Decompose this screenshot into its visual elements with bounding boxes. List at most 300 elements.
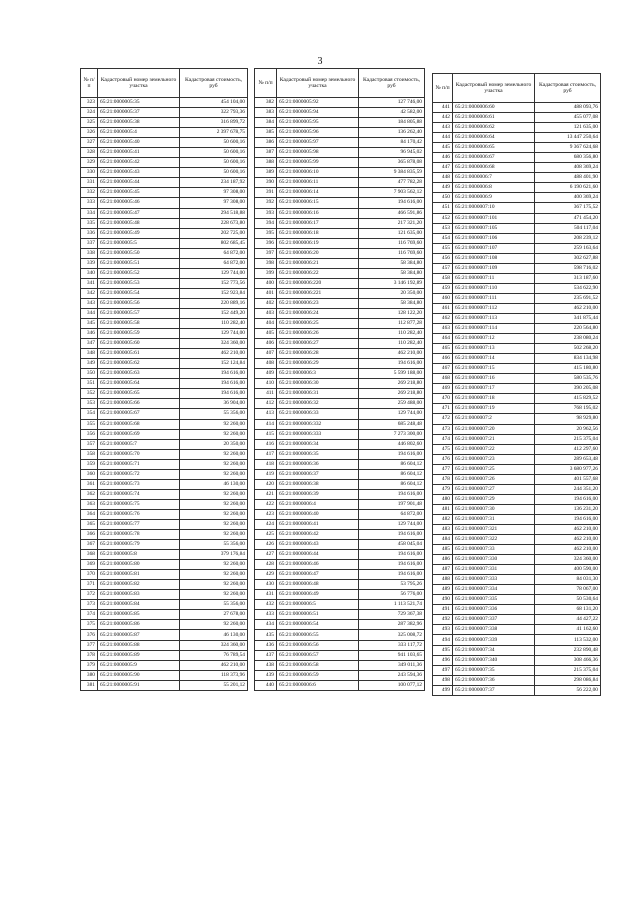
cadastral-number: 65:21:0000007:337 <box>453 615 535 625</box>
cadastral-number: 65:21:0000005:78 <box>98 530 180 540</box>
row-number: 449 <box>433 183 453 193</box>
cadastral-number: 65:21:0000005:37 <box>98 108 180 118</box>
cadastral-value: 365 878,08 <box>359 158 425 168</box>
row-number: 325 <box>81 118 98 128</box>
cadastral-number: 65:21:0000007:105 <box>453 223 535 233</box>
cadastral-number: 65:21:0000005:97 <box>277 138 359 148</box>
table-row <box>433 585 601 595</box>
row-number: 392 <box>255 198 277 208</box>
table-row <box>81 308 248 318</box>
table-row <box>81 379 248 389</box>
row-number: 383 <box>255 108 277 118</box>
cadastral-value: 84 031,30 <box>535 575 601 585</box>
cadastral-number: 65:21:0000006:29 <box>277 359 359 369</box>
cadastral-value: 92 260,00 <box>180 429 248 439</box>
table-row <box>255 248 425 258</box>
cadastral-number: 65:21:0000007:334 <box>453 585 535 595</box>
table-row <box>81 469 248 479</box>
table-row <box>433 313 601 323</box>
table-row <box>81 610 248 620</box>
cadastral-value: 1 113 521,74 <box>359 600 425 610</box>
cadastral-value: 55 201,12 <box>180 680 248 690</box>
table-row <box>433 514 601 524</box>
row-number: 344 <box>81 308 98 318</box>
table-row <box>81 278 248 288</box>
table-row <box>81 540 248 550</box>
cadastral-number: 65:21:0000007:331 <box>453 565 535 575</box>
row-number: 391 <box>255 188 277 198</box>
row-number: 352 <box>81 389 98 399</box>
table-row <box>81 349 248 359</box>
cadastral-value: 302 627,88 <box>535 253 601 263</box>
row-number: 358 <box>81 449 98 459</box>
cadastral-value: 454 104,00 <box>180 98 248 108</box>
row-number: 430 <box>255 580 277 590</box>
row-number: 386 <box>255 138 277 148</box>
header-cadastral-number: Кадастровый номер земельного участка <box>277 69 359 98</box>
table-row <box>433 374 601 384</box>
table-row <box>433 243 601 253</box>
row-number: 421 <box>255 489 277 499</box>
cadastral-value: 379 176,84 <box>180 550 248 560</box>
cadastral-value: 455 077,08 <box>535 113 601 123</box>
table-row <box>81 459 248 469</box>
table-row <box>81 228 248 238</box>
cadastral-number: 65:21:0000006:25 <box>277 319 359 329</box>
cadastral-number: 65:21:0000007:13 <box>453 344 535 354</box>
row-number: 382 <box>255 98 277 108</box>
table-row <box>255 339 425 349</box>
cadastral-value: 44 427,22 <box>535 615 601 625</box>
row-number: 394 <box>255 218 277 228</box>
cadastral-number: 65:21:0000005:48 <box>98 218 180 228</box>
cadastral-value: 92 260,00 <box>180 469 248 479</box>
cadastral-number: 65:21:0000005:46 <box>98 198 180 208</box>
cadastral-number: 65:21:0000005:87 <box>98 630 180 640</box>
cadastral-number: 65:21:0000007:112 <box>453 303 535 313</box>
table-row <box>81 268 248 278</box>
cadastral-value: 55 356,00 <box>180 409 248 419</box>
cadastral-value: 234 187,92 <box>180 178 248 188</box>
row-number: 431 <box>255 590 277 600</box>
cadastral-number: 65:21:0000006:59 <box>277 670 359 680</box>
cadastral-number: 65:21:0000006:8 <box>453 183 535 193</box>
cadastral-value: 349 011,36 <box>359 660 425 670</box>
cadastral-number: 65:21:0000006:57 <box>277 650 359 660</box>
cadastral-value: 96 945,02 <box>359 148 425 158</box>
row-number: 492 <box>433 615 453 625</box>
table-row <box>255 519 425 529</box>
table-row <box>81 248 248 258</box>
cadastral-number: 65:21:0000005:56 <box>98 298 180 308</box>
table-row <box>255 218 425 228</box>
cadastral-number: 65:21:0000005:38 <box>98 118 180 128</box>
table-row <box>255 479 425 489</box>
cadastral-value: 92 260,00 <box>180 620 248 630</box>
table-row <box>255 188 425 198</box>
table-row <box>81 590 248 600</box>
cadastral-number: 65:21:0000005:79 <box>98 540 180 550</box>
table-row <box>81 409 248 419</box>
row-number: 467 <box>433 364 453 374</box>
cadastral-value: 86 604,12 <box>359 479 425 489</box>
cadastral-number: 65:21:0000005:65 <box>98 389 180 399</box>
cadastral-value: 202 725,00 <box>180 228 248 238</box>
table-row <box>255 399 425 409</box>
row-number: 475 <box>433 444 453 454</box>
row-number: 422 <box>255 499 277 509</box>
cadastral-value: 113 532,00 <box>535 635 601 645</box>
row-number: 455 <box>433 243 453 253</box>
cadastral-value: 228 673,80 <box>180 218 248 228</box>
table-row <box>255 178 425 188</box>
table-row <box>433 223 601 233</box>
row-number: 370 <box>81 570 98 580</box>
cadastral-number: 65:21:0000006:41 <box>277 519 359 529</box>
cadastral-value: 289 653,48 <box>535 454 601 464</box>
row-number: 463 <box>433 324 453 334</box>
table-row <box>81 429 248 439</box>
table-row <box>81 509 248 519</box>
cadastral-number: 65:21:0000007:321 <box>453 524 535 534</box>
cadastral-number: 65:21:0000007:35 <box>453 665 535 675</box>
cadastral-number: 65:21:0000005:57 <box>98 308 180 318</box>
table-row <box>433 334 601 344</box>
cadastral-value: 415 829,52 <box>535 394 601 404</box>
cadastral-number: 65:21:0000005:51 <box>98 258 180 268</box>
cadastral-number: 65:21:0000005:50 <box>98 248 180 258</box>
cadastral-number: 65:21:0000005:7 <box>98 439 180 449</box>
cadastral-number: 65:21:0000006:68 <box>453 163 535 173</box>
cadastral-number: 65:21:0000006:15 <box>277 198 359 208</box>
row-number: 483 <box>433 524 453 534</box>
cadastral-number: 65:21:0000006:5 <box>277 600 359 610</box>
row-number: 445 <box>433 143 453 153</box>
cadastral-value: 2 397 678,75 <box>180 128 248 138</box>
table-row <box>433 675 601 685</box>
cadastral-number: 65:21:0000006:333 <box>277 429 359 439</box>
cadastral-value: 194 616,00 <box>359 550 425 560</box>
row-number: 379 <box>81 660 98 670</box>
row-number: 468 <box>433 374 453 384</box>
header-num: № п/п <box>81 69 98 98</box>
table-row <box>433 504 601 514</box>
table-row <box>255 570 425 580</box>
cadastral-number: 65:21:0000006:11 <box>277 178 359 188</box>
row-number: 446 <box>433 153 453 163</box>
cadastral-number: 65:21:0000006:23 <box>277 298 359 308</box>
table-row <box>81 550 248 560</box>
row-number: 384 <box>255 118 277 128</box>
cadastral-number: 65:21:0000007:10 <box>453 203 535 213</box>
cadastral-number: 65:21:0000006:31 <box>277 389 359 399</box>
cadastral-number: 65:21:0000006:24 <box>277 308 359 318</box>
cadastral-number: 65:21:0000007:108 <box>453 253 535 263</box>
row-number: 442 <box>433 113 453 123</box>
cadastral-value: 768 195,02 <box>535 404 601 414</box>
cadastral-value: 86 604,12 <box>359 459 425 469</box>
cadastral-value: 129 744,00 <box>180 329 248 339</box>
cadastral-number: 65:21:0000005:63 <box>98 369 180 379</box>
cadastral-value: 324 360,00 <box>180 640 248 650</box>
cadastral-value: 56 222,00 <box>535 685 601 695</box>
cadastral-number: 65:21:0000007:16 <box>453 374 535 384</box>
table-row <box>255 580 425 590</box>
cadastral-value: 400 369,24 <box>535 193 601 203</box>
cadastral-value: 92 260,00 <box>180 489 248 499</box>
cadastral-value: 194 616,00 <box>359 570 425 580</box>
row-number: 485 <box>433 545 453 555</box>
row-number: 419 <box>255 469 277 479</box>
cadastral-value: 5 599 188,00 <box>359 369 425 379</box>
table-row <box>81 670 248 680</box>
table-row <box>433 685 601 695</box>
cadastral-value: 194 616,00 <box>535 494 601 504</box>
cadastral-number: 65:21:0000005:67 <box>98 409 180 419</box>
row-number: 407 <box>255 349 277 359</box>
table-row <box>255 530 425 540</box>
row-number: 327 <box>81 138 98 148</box>
cadastral-number: 65:21:0000007:114 <box>453 324 535 334</box>
cadastral-number: 65:21:0000007:34 <box>453 645 535 655</box>
cadastral-number: 65:21:0000007:336 <box>453 605 535 615</box>
cadastral-value: 7 903 562,12 <box>359 188 425 198</box>
row-number: 470 <box>433 394 453 404</box>
row-number: 495 <box>433 645 453 655</box>
cadastral-value: 217 321,20 <box>359 218 425 228</box>
cadastral-value: 97 308,00 <box>180 188 248 198</box>
cadastral-value: 55 356,00 <box>180 540 248 550</box>
row-number: 487 <box>433 565 453 575</box>
row-number: 332 <box>81 188 98 198</box>
row-number: 366 <box>81 530 98 540</box>
header-cadastral-number: Кадастровый номер земельного участка <box>453 74 535 103</box>
cadastral-number: 65:21:0000006:9 <box>453 193 535 203</box>
table-row <box>255 148 425 158</box>
cadastral-value: 46 130,00 <box>180 630 248 640</box>
cadastral-number: 65:21:0000006:32 <box>277 399 359 409</box>
row-number: 359 <box>81 459 98 469</box>
table-row <box>433 163 601 173</box>
cadastral-number: 65:21:0000005:89 <box>98 650 180 660</box>
cadastral-number: 65:21:0000006:43 <box>277 540 359 550</box>
table-header <box>81 69 248 98</box>
cadastral-number: 65:21:0000005:44 <box>98 178 180 188</box>
cadastral-number: 65:21:0000005:45 <box>98 188 180 198</box>
table-row <box>81 138 248 148</box>
table-row <box>255 610 425 620</box>
cadastral-number: 65:21:0000005:62 <box>98 359 180 369</box>
cadastral-value: 50 600,16 <box>180 158 248 168</box>
cadastral-value: 287 382,96 <box>359 620 425 630</box>
cadastral-number: 65:21:0000006:49 <box>277 590 359 600</box>
row-number: 486 <box>433 555 453 565</box>
cadastral-value: 110 282,40 <box>180 319 248 329</box>
cadastral-number: 65:21:0000006:47 <box>277 570 359 580</box>
table-row <box>81 630 248 640</box>
row-number: 479 <box>433 484 453 494</box>
table-row <box>433 404 601 414</box>
cadastral-value: 446 802,60 <box>359 439 425 449</box>
cadastral-number: 65:21:0000007:17 <box>453 384 535 394</box>
cadastral-value: 92 260,00 <box>180 530 248 540</box>
page-number: 3 <box>317 56 323 67</box>
row-number: 385 <box>255 128 277 138</box>
table-row <box>433 253 601 263</box>
row-number: 324 <box>81 108 98 118</box>
cadastral-value: 194 616,00 <box>359 560 425 570</box>
cadastral-value: 220 889,16 <box>180 298 248 308</box>
cadastral-number: 65:21:0000005:94 <box>277 108 359 118</box>
table-row <box>81 570 248 580</box>
table-row <box>255 349 425 359</box>
cadastral-value: 118 373,96 <box>180 670 248 680</box>
table-row <box>81 329 248 339</box>
cadastral-number: 65:21:0000006:18 <box>277 228 359 238</box>
table-row <box>433 364 601 374</box>
cadastral-value: 235 691,52 <box>535 293 601 303</box>
cadastral-value: 136 231,20 <box>535 504 601 514</box>
table-row <box>81 198 248 208</box>
row-number: 357 <box>81 439 98 449</box>
table-row <box>433 143 601 153</box>
row-number: 417 <box>255 449 277 459</box>
cadastral-number: 65:21:0000005:91 <box>98 680 180 690</box>
cadastral-value: 152 124,84 <box>180 359 248 369</box>
row-number: 330 <box>81 168 98 178</box>
row-number: 364 <box>81 509 98 519</box>
row-number: 412 <box>255 399 277 409</box>
table-row <box>433 233 601 243</box>
row-number: 413 <box>255 409 277 419</box>
table-row <box>255 640 425 650</box>
cadastral-value: 504 117,04 <box>535 223 601 233</box>
cadastral-number: 65:21:0000007:106 <box>453 233 535 243</box>
row-number: 477 <box>433 464 453 474</box>
header-cadastral-value: Кадастровая стоимость, руб <box>535 74 601 103</box>
cadastral-value: 488 093,76 <box>535 103 601 113</box>
row-number: 403 <box>255 308 277 318</box>
row-number: 438 <box>255 660 277 670</box>
table-row <box>81 178 248 188</box>
cadastral-number: 65:21:0000006:21 <box>277 258 359 268</box>
row-number: 447 <box>433 163 453 173</box>
cadastral-number: 65:21:0000007:101 <box>453 213 535 223</box>
row-number: 456 <box>433 253 453 263</box>
cadastral-number: 65:21:0000005:70 <box>98 449 180 459</box>
table-row <box>255 128 425 138</box>
row-number: 482 <box>433 514 453 524</box>
cadastral-number: 65:21:0000005:99 <box>277 158 359 168</box>
cadastral-number: 65:21:0000005:77 <box>98 519 180 529</box>
cadastral-value: 184 805,88 <box>359 118 425 128</box>
row-number: 418 <box>255 459 277 469</box>
row-number: 360 <box>81 469 98 479</box>
cadastral-number: 65:21:0000006:26 <box>277 329 359 339</box>
cadastral-number: 65:21:0000006:20 <box>277 248 359 258</box>
cadastral-value: 324 360,00 <box>535 555 601 565</box>
cadastral-value: 534 622,90 <box>535 283 601 293</box>
cadastral-table-1 <box>80 68 248 691</box>
row-number: 336 <box>81 228 98 238</box>
cadastral-number: 65:21:0000007:21 <box>453 434 535 444</box>
row-number: 372 <box>81 590 98 600</box>
table-row <box>255 590 425 600</box>
cadastral-number: 65:21:0000006:46 <box>277 560 359 570</box>
cadastral-value: 9 367 624,68 <box>535 143 601 153</box>
cadastral-number: 65:21:0000005:68 <box>98 419 180 429</box>
row-number: 374 <box>81 610 98 620</box>
row-number: 461 <box>433 303 453 313</box>
cadastral-value: 92 260,00 <box>180 459 248 469</box>
cadastral-value: 9 384 835,59 <box>359 168 425 178</box>
cadastral-value: 294 518,88 <box>180 208 248 218</box>
row-number: 368 <box>81 550 98 560</box>
cadastral-number: 65:21:0000006:42 <box>277 530 359 540</box>
cadastral-value: 197 901,48 <box>359 499 425 509</box>
row-number: 498 <box>433 675 453 685</box>
cadastral-value: 84 170,42 <box>359 138 425 148</box>
table-row <box>81 600 248 610</box>
row-number: 452 <box>433 213 453 223</box>
row-number: 414 <box>255 419 277 429</box>
table-row <box>433 354 601 364</box>
cadastral-number: 65:21:0000005:8 <box>98 550 180 560</box>
cadastral-value: 834 134,98 <box>535 354 601 364</box>
cadastral-number: 65:21:0000005:35 <box>98 98 180 108</box>
cadastral-number: 65:21:0000007:335 <box>453 595 535 605</box>
cadastral-number: 65:21:0000005:9 <box>98 660 180 670</box>
row-number: 340 <box>81 268 98 278</box>
cadastral-value: 92 260,00 <box>180 570 248 580</box>
cadastral-number: 65:21:0000007:333 <box>453 575 535 585</box>
row-number: 488 <box>433 575 453 585</box>
cadastral-number: 65:21:0000007:107 <box>453 243 535 253</box>
row-number: 349 <box>81 359 98 369</box>
cadastral-value: 194 616,00 <box>359 359 425 369</box>
cadastral-number: 65:21:0000007:26 <box>453 474 535 484</box>
cadastral-number: 65:21:0000006:39 <box>277 489 359 499</box>
table-row <box>255 670 425 680</box>
cadastral-number: 65:21:0000006:58 <box>277 660 359 670</box>
row-number: 457 <box>433 263 453 273</box>
table-row <box>433 103 601 113</box>
table-row <box>433 293 601 303</box>
table-row <box>255 459 425 469</box>
table-row <box>433 303 601 313</box>
cadastral-number: 65:21:0000005:66 <box>98 399 180 409</box>
cadastral-number: 65:21:0000007:27 <box>453 484 535 494</box>
row-number: 329 <box>81 158 98 168</box>
cadastral-value: 313 187,60 <box>535 273 601 283</box>
table-row <box>255 138 425 148</box>
table-row <box>255 419 425 429</box>
table-row <box>255 439 425 449</box>
cadastral-value: 580 535,76 <box>535 374 601 384</box>
cadastral-value: 112 877,28 <box>359 319 425 329</box>
row-number: 342 <box>81 288 98 298</box>
cadastral-value: 194 616,00 <box>535 514 601 524</box>
cadastral-value: 58 384,80 <box>359 268 425 278</box>
table-row <box>255 228 425 238</box>
cadastral-number: 65:21:0000006:34 <box>277 439 359 449</box>
cadastral-number: 65:21:0000006:332 <box>277 419 359 429</box>
table-row <box>433 173 601 183</box>
cadastral-number: 65:21:0000005:43 <box>98 168 180 178</box>
cadastral-value: 20 962,56 <box>535 424 601 434</box>
table-row <box>81 660 248 670</box>
cadastral-number: 65:21:0000005:64 <box>98 379 180 389</box>
